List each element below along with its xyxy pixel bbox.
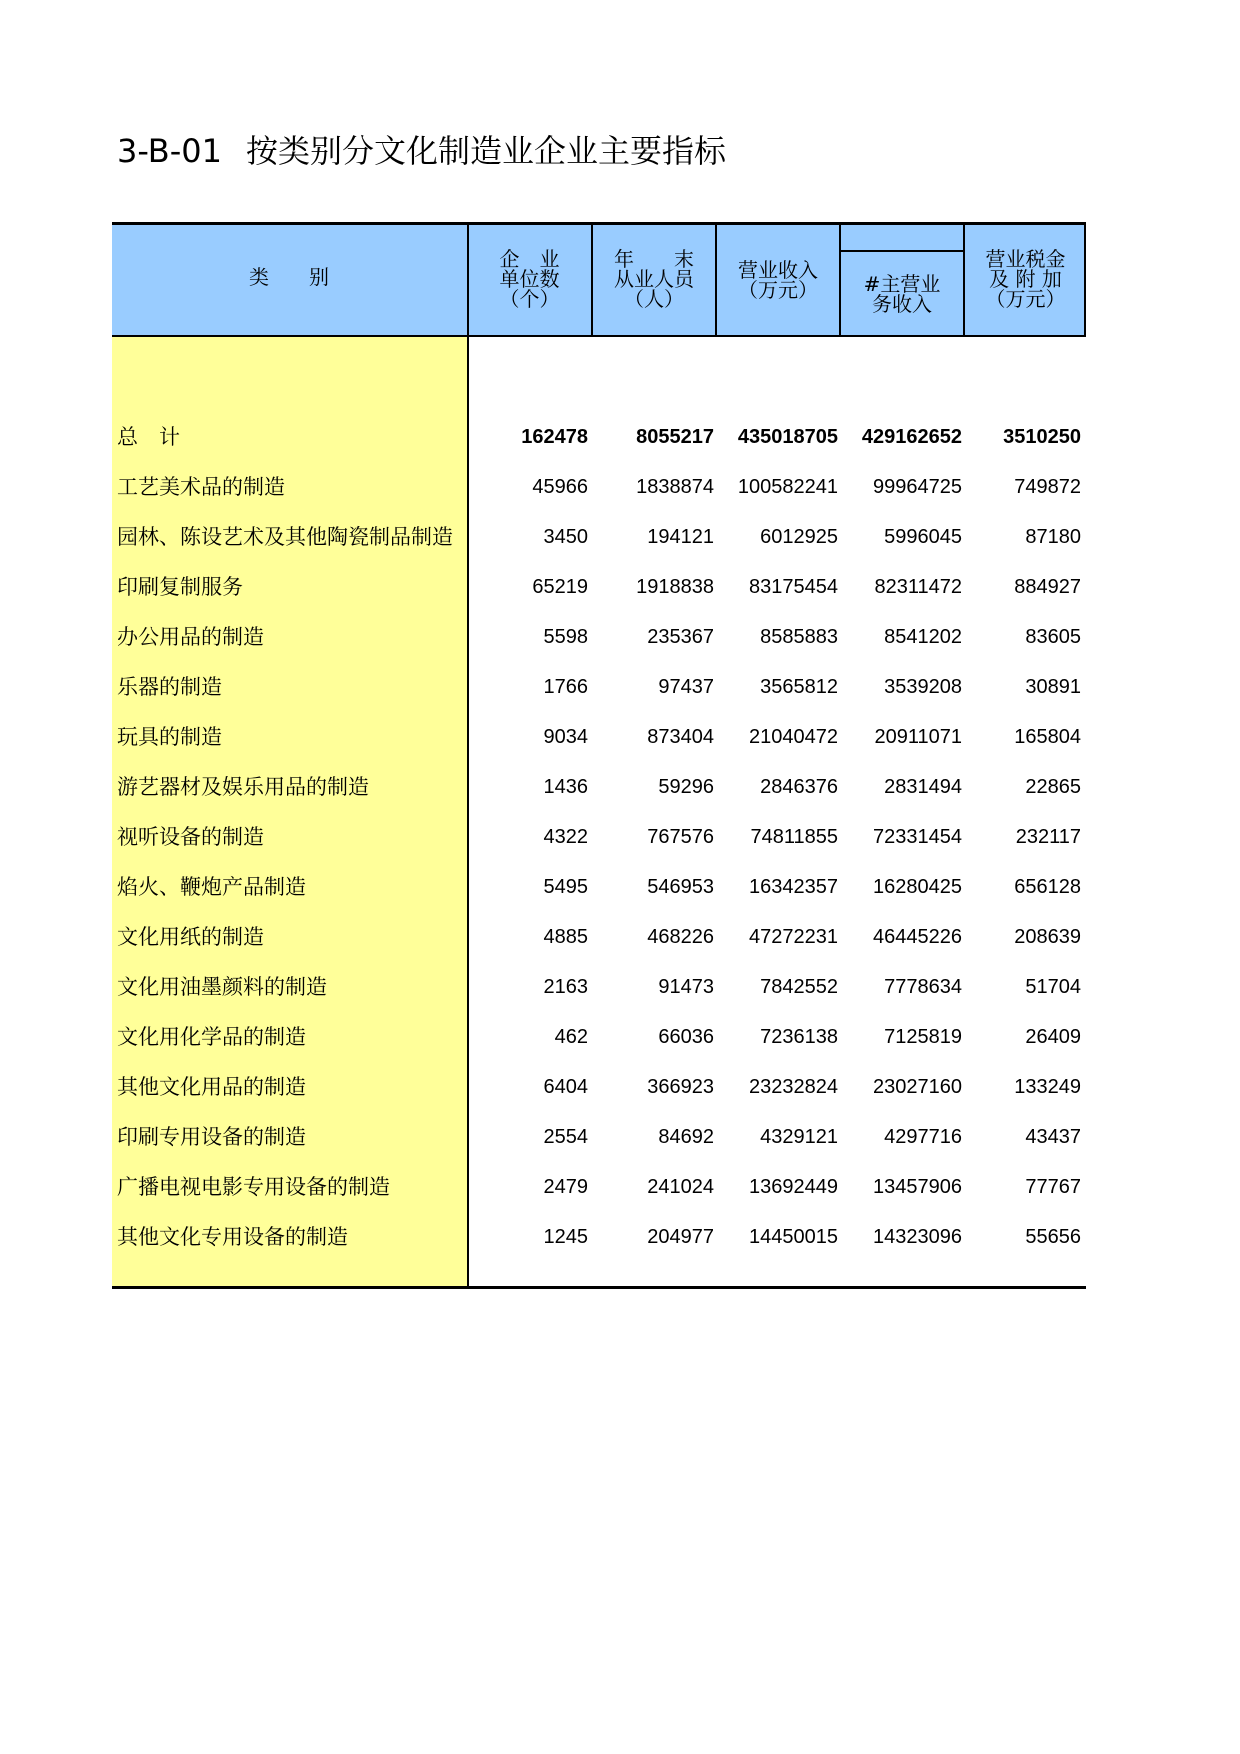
cell-value: 656128 — [1014, 876, 1081, 898]
grid-line — [715, 225, 717, 335]
table-row — [112, 512, 1086, 562]
row-label: 文化用化学品的制造 — [117, 1025, 306, 1049]
cell-value: 235367 — [647, 626, 714, 648]
cell-value: 51704 — [1025, 976, 1081, 998]
cell-value: 2831494 — [884, 776, 962, 798]
header-business-tax: 营业税金 及 附 加 （万元） — [985, 247, 1066, 311]
header-category: 类 别 — [249, 265, 329, 289]
cell-value: 16280425 — [873, 876, 962, 898]
table-title: 按类别分文化制造业企业主要指标 — [245, 132, 726, 170]
table-code: 3-B-01 — [117, 132, 222, 170]
row-label: 园林、陈设艺术及其他陶瓷制品制造 — [117, 525, 453, 549]
grid-line — [467, 225, 469, 335]
cell-value: 3565812 — [760, 676, 838, 698]
cell-value: 366923 — [647, 1076, 714, 1098]
cell-value: 1838874 — [636, 476, 714, 498]
cell-value: 66036 — [658, 1026, 714, 1048]
table-row — [112, 462, 1086, 512]
table-row — [112, 1112, 1086, 1162]
cell-value: 546953 — [647, 876, 714, 898]
cell-value: 13692449 — [749, 1176, 838, 1198]
cell-value: 884927 — [1014, 576, 1081, 598]
cell-value: 6012925 — [760, 526, 838, 548]
cell-value: 2163 — [543, 976, 588, 998]
cell-value: 7125819 — [884, 1026, 962, 1048]
cell-value: 45966 — [532, 476, 588, 498]
cell-value: 1918838 — [636, 576, 714, 598]
cell-value: 2846376 — [760, 776, 838, 798]
row-label: 广播电视电影专用设备的制造 — [117, 1175, 390, 1199]
table-row — [112, 612, 1086, 662]
table-row — [112, 912, 1086, 962]
row-label: 办公用品的制造 — [117, 625, 264, 649]
cell-value: 749872 — [1014, 476, 1081, 498]
cell-value: 7778634 — [884, 976, 962, 998]
cell-value: 55656 — [1025, 1226, 1081, 1248]
cell-value: 14323096 — [873, 1226, 962, 1248]
cell-value: 9034 — [543, 726, 588, 748]
row-label: 文化用油墨颜料的制造 — [117, 975, 327, 999]
cell-value: 7842552 — [760, 976, 838, 998]
cell-value: 72331454 — [873, 826, 962, 848]
cell-value: 46445226 — [873, 926, 962, 948]
table-row-total — [112, 412, 1086, 462]
cell-value: 241024 — [647, 1176, 714, 1198]
row-label: 焰火、鞭炮产品制造 — [117, 875, 306, 899]
cell-value: 4322 — [543, 826, 588, 848]
cell-value: 13457906 — [873, 1176, 962, 1198]
cell-value: 3450 — [543, 526, 588, 548]
grid-line — [963, 225, 965, 335]
cell-value: 77767 — [1025, 1176, 1081, 1198]
cell-value: 468226 — [647, 926, 714, 948]
table-row — [112, 1212, 1086, 1262]
cell-value: 4329121 — [760, 1126, 838, 1148]
cell-value: 82311472 — [874, 576, 962, 598]
row-label: 印刷复制服务 — [117, 575, 243, 599]
row-label: 玩具的制造 — [117, 725, 222, 749]
cell-value: 99964725 — [873, 476, 962, 498]
statistics-table — [112, 222, 1086, 1288]
cell-value: 4297716 — [884, 1126, 962, 1148]
cell-value: 21040472 — [749, 726, 838, 748]
table-row — [112, 562, 1086, 612]
cell-value: 74811855 — [750, 826, 838, 848]
page-title — [117, 126, 726, 172]
table-row — [112, 1012, 1086, 1062]
table-row — [112, 962, 1086, 1012]
cell-value: 16342357 — [749, 876, 838, 898]
cell-value: 3510250 — [1003, 426, 1081, 448]
cell-value: 23027160 — [873, 1076, 962, 1098]
cell-value: 435018705 — [737, 426, 838, 448]
table-row — [112, 662, 1086, 712]
grid-line — [591, 225, 593, 335]
cell-value: 162478 — [521, 426, 588, 448]
cell-value: 3539208 — [884, 676, 962, 698]
cell-value: 83605 — [1025, 626, 1081, 648]
cell-value: 429162652 — [861, 426, 962, 448]
table-row — [112, 1062, 1086, 1112]
row-label: 工艺美术品的制造 — [117, 475, 285, 499]
row-label: 总 计 — [117, 425, 180, 449]
cell-value: 14450015 — [749, 1226, 838, 1248]
row-label: 其他文化专用设备的制造 — [117, 1225, 348, 1249]
table-row — [112, 812, 1086, 862]
cell-value: 84692 — [658, 1126, 714, 1148]
row-label: 印刷专用设备的制造 — [117, 1125, 306, 1149]
cell-value: 133249 — [1014, 1076, 1081, 1098]
cell-value: 873404 — [647, 726, 714, 748]
cell-value: 83175454 — [749, 576, 838, 598]
table-row — [112, 712, 1086, 762]
cell-value: 5598 — [543, 626, 588, 648]
cell-value: 1436 — [543, 776, 588, 798]
cell-value: 208639 — [1014, 926, 1081, 948]
row-label: 文化用纸的制造 — [117, 925, 264, 949]
cell-value: 47272231 — [749, 926, 838, 948]
cell-value: 204977 — [647, 1226, 714, 1248]
cell-value: 7236138 — [760, 1026, 838, 1048]
cell-value: 194121 — [647, 526, 714, 548]
header-employees: 年 末 从业人员 （人） — [614, 247, 694, 311]
cell-value: 8541202 — [884, 626, 962, 648]
grid-line — [839, 250, 965, 252]
header-main-business-revenue: #主营业 务收入 — [863, 272, 941, 316]
table-row — [112, 862, 1086, 912]
cell-value: 20911071 — [874, 726, 962, 748]
cell-value: 2554 — [543, 1126, 588, 1148]
table-row — [112, 762, 1086, 812]
cell-value: 5495 — [543, 876, 588, 898]
header-enterprise-count: 企 业 单位数 （个） — [499, 247, 560, 311]
cell-value: 97437 — [658, 676, 714, 698]
row-label: 游艺器材及娱乐用品的制造 — [117, 775, 369, 799]
cell-value: 8585883 — [760, 626, 838, 648]
table-bottom-border — [112, 1286, 1086, 1289]
cell-value: 232117 — [1015, 826, 1081, 848]
cell-value: 2479 — [543, 1176, 588, 1198]
table-row — [112, 1162, 1086, 1212]
cell-value: 22865 — [1025, 776, 1081, 798]
grid-line — [839, 225, 841, 335]
cell-value: 462 — [554, 1026, 588, 1048]
grid-line — [1084, 225, 1086, 335]
cell-value: 23232824 — [749, 1076, 838, 1098]
row-label: 视听设备的制造 — [117, 825, 264, 849]
cell-value: 87180 — [1025, 526, 1081, 548]
cell-value: 26409 — [1025, 1026, 1081, 1048]
cell-value: 1766 — [543, 676, 588, 698]
cell-value: 1245 — [543, 1226, 588, 1248]
cell-value: 8055217 — [636, 426, 714, 448]
row-label: 其他文化用品的制造 — [117, 1075, 306, 1099]
cell-value: 30891 — [1025, 676, 1081, 698]
cell-value: 5996045 — [884, 526, 962, 548]
cell-value: 6404 — [543, 1076, 588, 1098]
cell-value: 165804 — [1014, 726, 1081, 748]
cell-value: 767576 — [647, 826, 714, 848]
cell-value: 65219 — [532, 576, 588, 598]
cell-value: 59296 — [658, 776, 714, 798]
header-operating-revenue: 营业收入 （万元） — [738, 258, 818, 302]
cell-value: 100582241 — [737, 476, 838, 498]
row-label: 乐器的制造 — [117, 675, 222, 699]
cell-value: 43437 — [1025, 1126, 1081, 1148]
cell-value: 4885 — [543, 926, 588, 948]
cell-value: 91473 — [658, 976, 714, 998]
